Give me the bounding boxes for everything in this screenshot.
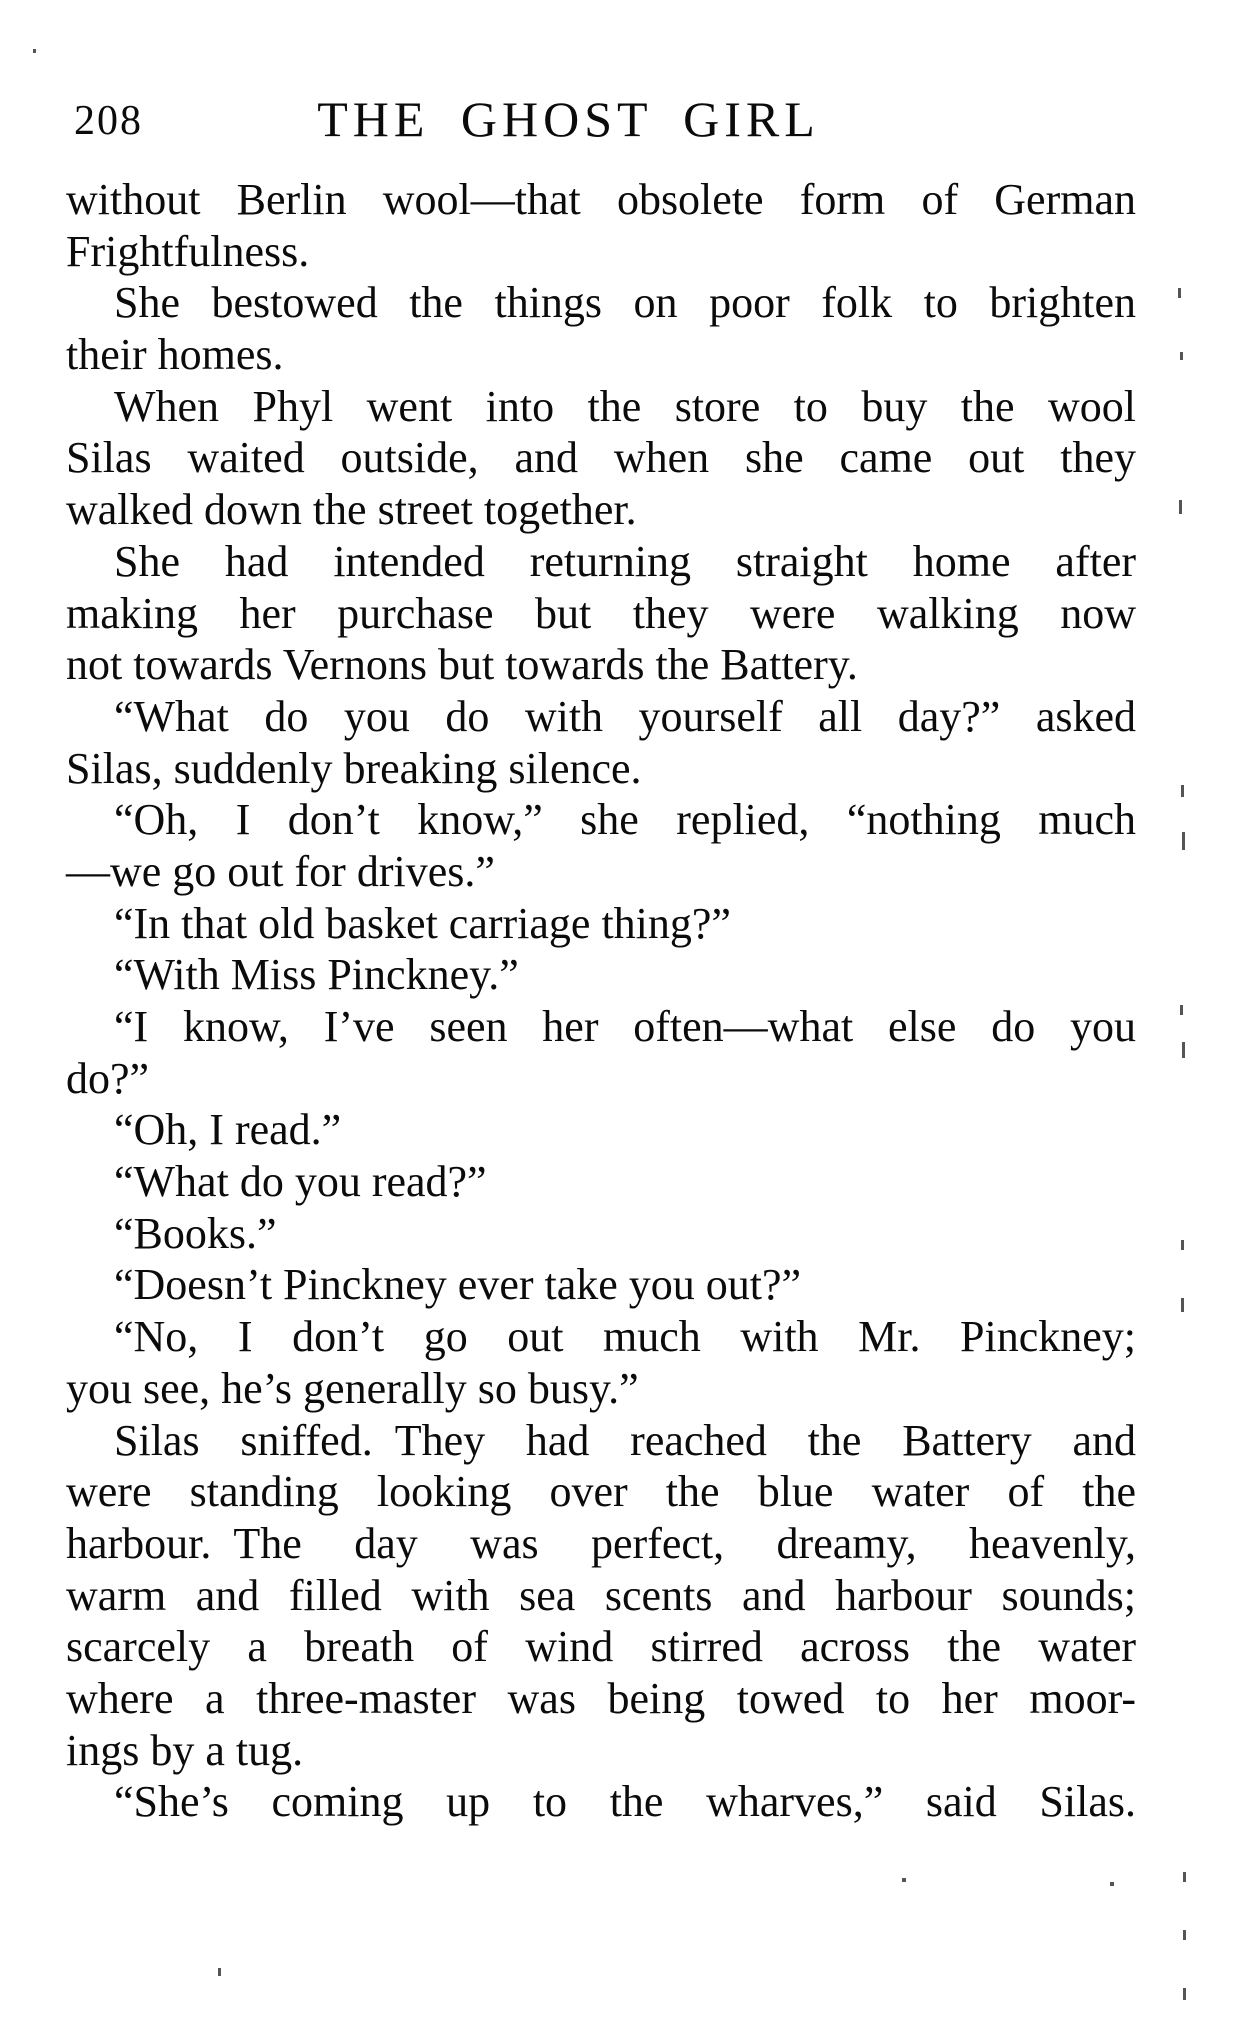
scan-speck — [902, 1878, 906, 1882]
text-line: their homes. — [66, 330, 284, 380]
text-line: walked down the street together. — [66, 485, 637, 535]
text-line: not towards Vernons but towards the Battery. — [66, 640, 858, 690]
scan-speck — [1179, 500, 1182, 514]
scan-speck — [1180, 352, 1183, 360]
text-line: “I know, I’ve seen her often—what else do you — [114, 1002, 1136, 1051]
text-line: —we go out for drives.” — [66, 846, 495, 896]
scan-speck — [1110, 1882, 1114, 1886]
scan-speck — [1182, 1042, 1185, 1058]
text-line: “In that old basket carriage thing?” — [114, 898, 731, 948]
scan-speck — [1183, 1872, 1186, 1882]
text-line: She bestowed the things on poor folk to brighten — [114, 278, 1136, 328]
text-line: without Berlin wool—that obsolete form of German — [66, 175, 1136, 224]
body-text — [66, 174, 1136, 1828]
text-line: do?” — [66, 1053, 150, 1103]
text-line: ings by a tug. — [66, 1725, 304, 1775]
scan-speck — [1182, 832, 1185, 850]
text-line: harbour. The day was perfect, dreamy, heavenly, — [66, 1518, 1136, 1568]
text-line: Silas, suddenly breaking silence. — [66, 743, 642, 793]
text-line: “Oh, I don’t know,” she replied, “nothing much — [114, 795, 1136, 845]
text-line: where a three-master was being towed to her moor- — [66, 1673, 1136, 1723]
scan-speck — [1183, 1930, 1186, 1940]
text-line: Silas waited outside, and when she came out they — [66, 433, 1136, 483]
text-line: When Phyl went into the store to buy the wool — [114, 381, 1136, 431]
scan-speck — [1183, 1988, 1186, 2000]
scan-speck — [1178, 288, 1181, 298]
page-number: 208 — [74, 98, 143, 144]
text-line: “Books.” — [114, 1208, 277, 1258]
text-line: Frightfulness. — [66, 226, 310, 276]
text-line: “No, I don’t go out much with Mr. Pinckney; — [114, 1312, 1136, 1362]
text-line: “What do you read?” — [114, 1157, 487, 1207]
scan-speck — [1181, 1298, 1184, 1312]
text-line: warm and filled with sea scents and harbour sounds; — [66, 1570, 1136, 1620]
text-line: were standing looking over the blue water of the — [66, 1467, 1136, 1517]
text-line: “With Miss Pinckney.” — [114, 950, 519, 1000]
text-line: making her purchase but they were walking now — [66, 588, 1136, 638]
text-line: Silas sniffed. They had reached the Battery and — [114, 1415, 1136, 1465]
scan-speck — [1181, 1240, 1184, 1250]
page-header — [66, 91, 1136, 147]
scan-speck — [1180, 1005, 1183, 1015]
scan-speck — [218, 1968, 221, 1976]
text-line: “Doesn’t Pinckney ever take you out?” — [114, 1260, 802, 1310]
text-line: “Oh, I read.” — [114, 1105, 342, 1155]
text-line: scarcely a breath of wind stirred across the water — [66, 1622, 1136, 1672]
text-line: She had intended returning straight home after — [114, 536, 1136, 586]
text-line: “What do you do with yourself all day?” asked — [114, 691, 1136, 741]
scan-speck — [33, 49, 36, 53]
scan-speck — [1181, 785, 1184, 797]
text-line: you see, he’s generally so busy.” — [66, 1363, 639, 1413]
running-title: THE GHOST GIRL — [317, 91, 820, 147]
text-line: “She’s coming up to the wharves,” said Silas. — [114, 1777, 1136, 1827]
